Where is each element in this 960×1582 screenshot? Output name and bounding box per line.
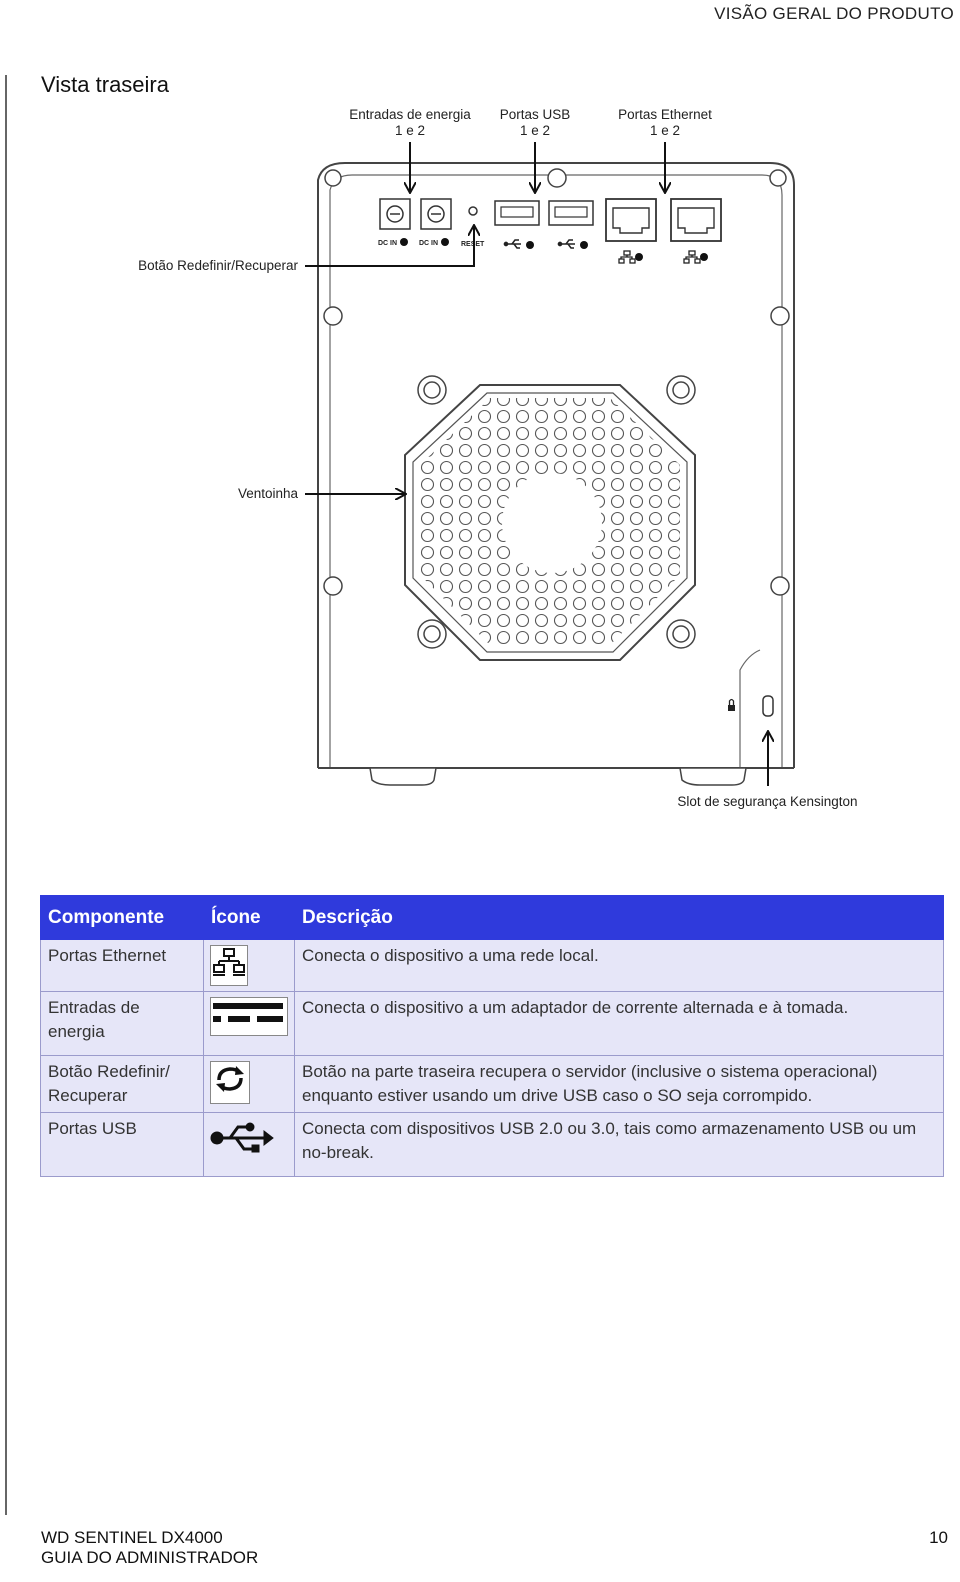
component-cell: Portas USB — [41, 1113, 204, 1177]
description-cell: Conecta o dispositivo a um adaptador de corrente alternada e à tomada. — [295, 992, 944, 1056]
reset-icon — [210, 1061, 250, 1104]
footer-product — [41, 1528, 258, 1568]
table-row — [41, 1056, 944, 1113]
callout-power: Entradas de energia 1 e 2 — [349, 107, 471, 138]
icon-cell — [204, 992, 295, 1056]
callout-usb: Portas USB 1 e 2 — [499, 107, 571, 138]
usb-icon — [210, 1118, 274, 1163]
ethernet-icon — [210, 945, 248, 986]
description-cell: Conecta o dispositivo a uma rede local. — [295, 940, 944, 992]
page-number: 10 — [929, 1528, 948, 1547]
component-cell: Entradas de energia — [41, 992, 204, 1056]
reset-label: RESET — [461, 241, 485, 248]
running-header: VISÃO GERAL DO PRODUTO — [714, 4, 954, 23]
component-cell: Portas Ethernet — [41, 940, 204, 992]
component-cell: Botão Redefinir/ Recuperar — [41, 1056, 204, 1113]
col-header-description: Descrição — [295, 896, 944, 940]
section-title: Vista traseira — [41, 72, 169, 97]
col-header-icon: Ícone — [204, 896, 295, 940]
icon-cell — [204, 1056, 295, 1113]
footer-guide-name: GUIA DO ADMINISTRADOR — [41, 1548, 259, 1567]
callout-fan: Ventoinha — [237, 486, 298, 501]
footer-product-name: WD SENTINEL DX4000 — [41, 1528, 223, 1547]
description-cell: Conecta com dispositivos USB 2.0 ou 3.0, tais como armazenamento USB ou um no-break. — [295, 1113, 944, 1177]
table-header-row — [41, 896, 944, 940]
col-header-component: Componente — [41, 896, 204, 940]
callout-kensington: Slot de segurança Kensington — [677, 794, 858, 809]
dc-in-1-label: DC IN — [378, 240, 398, 247]
description-cell: Botão na parte traseira recupera o servidor (inclusive o sistema operacional) enquanto estiver usando um drive USB caso o SO seja corrompido. — [295, 1056, 944, 1113]
component-table — [40, 895, 944, 1177]
dc-power-icon — [210, 997, 288, 1036]
callout-ethernet: Portas Ethernet 1 e 2 — [618, 107, 712, 138]
table-row — [41, 940, 944, 992]
icon-cell — [204, 940, 295, 992]
table-row — [41, 992, 944, 1056]
dc-in-2-label: DC IN — [419, 240, 439, 247]
table-row — [41, 1113, 944, 1177]
callout-reset: Botão Redefinir/Recuperar — [138, 258, 298, 273]
icon-cell — [204, 1113, 295, 1177]
